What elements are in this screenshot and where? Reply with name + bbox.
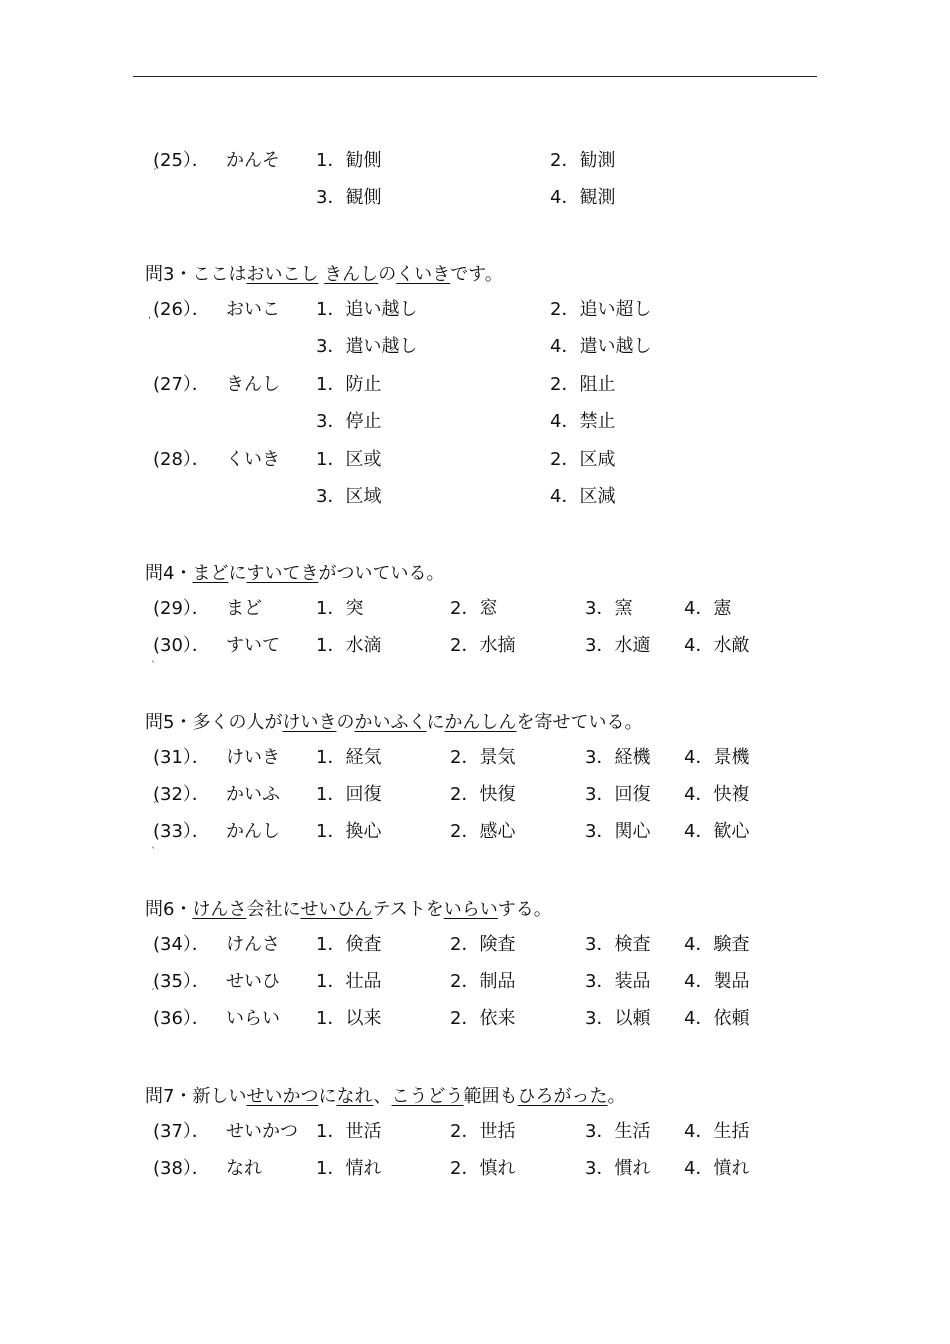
question-number: (32）．	[153, 784, 210, 805]
option-1[interactable]: 1．区或	[316, 449, 382, 470]
question-number: (28）．	[153, 449, 210, 470]
option-1[interactable]: 1．情れ	[316, 1158, 382, 1179]
question-kana: けんさ	[226, 934, 280, 955]
question-number: (29）．	[153, 598, 210, 619]
option-1[interactable]: 1．世活	[316, 1121, 382, 1142]
question-number: (25）．	[153, 150, 210, 171]
question-number: (36）．	[153, 1008, 210, 1029]
option-4[interactable]: 4．観測	[550, 187, 616, 208]
option-3[interactable]: 3．区域	[316, 486, 382, 507]
option-1[interactable]: 1．防止	[316, 374, 382, 395]
option-3[interactable]: 3．回復	[585, 784, 651, 805]
option-2[interactable]: 2．依来	[450, 1008, 516, 1029]
option-2[interactable]: 2．険査	[450, 934, 516, 955]
mark: ˎ	[151, 652, 156, 663]
question-number: (37）．	[153, 1121, 210, 1142]
option-3[interactable]: 3．経機	[585, 747, 651, 768]
option-1[interactable]: 1．水滴	[316, 635, 382, 656]
question-kana: すいて	[226, 635, 280, 656]
option-2[interactable]: 2．景気	[450, 747, 516, 768]
option-2[interactable]: 2．慎れ	[450, 1158, 516, 1179]
question-kana: かんし	[226, 821, 280, 842]
option-2[interactable]: 2．勧測	[550, 150, 616, 171]
option-2[interactable]: 2．区咸	[550, 449, 616, 470]
section-title-7: 問7・新しいせいかつになれ、こうどう範囲もひろがった。	[145, 1086, 626, 1107]
question-kana: いらい	[226, 1008, 280, 1029]
option-1[interactable]: 1．以来	[316, 1008, 382, 1029]
option-1[interactable]: 1．換心	[316, 821, 382, 842]
question-number: (34）．	[153, 934, 210, 955]
section-title-4: 問4・まどにすいてきがついている。	[145, 563, 445, 584]
option-1[interactable]: 1．回復	[316, 784, 382, 805]
question-number: (27）．	[153, 374, 210, 395]
option-4[interactable]: 4．快複	[684, 784, 750, 805]
section-title-6: 問6・けんさ会社にせいひんテストをいらいする。	[145, 899, 552, 920]
option-2[interactable]: 2．快復	[450, 784, 516, 805]
question-kana: くいき	[226, 449, 280, 470]
option-4[interactable]: 4．験査	[684, 934, 750, 955]
mark: ˊ	[150, 988, 155, 999]
option-3[interactable]: 3．装品	[585, 971, 651, 992]
option-2[interactable]: 2．水摘	[450, 635, 516, 656]
mark: ˈ	[148, 316, 151, 327]
option-4[interactable]: 4．憲	[684, 598, 732, 619]
option-3[interactable]: 3．検査	[585, 934, 651, 955]
question-kana: かんそ	[226, 150, 280, 171]
top-rule	[133, 76, 817, 77]
mark: ˊ	[152, 801, 157, 812]
option-4[interactable]: 4．憤れ	[684, 1158, 750, 1179]
question-number: (26）．	[153, 299, 210, 320]
question-kana: きんし	[226, 374, 280, 395]
question-kana: おいこ	[226, 299, 280, 320]
question-kana: なれ	[226, 1158, 262, 1179]
question-kana: せいひ	[226, 971, 280, 992]
option-4[interactable]: 4．歓心	[684, 821, 750, 842]
option-2[interactable]: 2．感心	[450, 821, 516, 842]
option-1[interactable]: 1．壮品	[316, 971, 382, 992]
option-1[interactable]: 1．勧側	[316, 150, 382, 171]
option-4[interactable]: 4．製品	[684, 971, 750, 992]
option-4[interactable]: 4．禁止	[550, 411, 616, 432]
option-1[interactable]: 1．追い越し	[316, 299, 418, 320]
option-4[interactable]: 4．区減	[550, 486, 616, 507]
option-3[interactable]: 3．慣れ	[585, 1158, 651, 1179]
mark: ˎ	[151, 838, 156, 849]
option-3[interactable]: 3．観側	[316, 187, 382, 208]
mark: ˊ	[152, 168, 157, 179]
question-number: (31）．	[153, 747, 210, 768]
option-2[interactable]: 2．世括	[450, 1121, 516, 1142]
option-4[interactable]: 4．依頼	[684, 1008, 750, 1029]
question-kana: まど	[226, 598, 262, 619]
option-1[interactable]: 1．経気	[316, 747, 382, 768]
option-2[interactable]: 2．窓	[450, 598, 498, 619]
option-4[interactable]: 4．景機	[684, 747, 750, 768]
section-title-3: 問3・ここはおいこし きんしのくいきです。	[145, 264, 503, 285]
option-1[interactable]: 1．突	[316, 598, 364, 619]
option-2[interactable]: 2．阻止	[550, 374, 616, 395]
option-3[interactable]: 3．生活	[585, 1121, 651, 1142]
option-2[interactable]: 2．制品	[450, 971, 516, 992]
option-3[interactable]: 3．停止	[316, 411, 382, 432]
question-number: (35）．	[153, 971, 210, 992]
option-3[interactable]: 3．水適	[585, 635, 651, 656]
option-3[interactable]: 3．以頼	[585, 1008, 651, 1029]
question-kana: かいふ	[226, 784, 280, 805]
question-number: (30）．	[153, 635, 210, 656]
section-title-5: 問5・多くの人がけいきのかいふくにかんしんを寄せている。	[145, 712, 643, 733]
option-3[interactable]: 3．関心	[585, 821, 651, 842]
option-2[interactable]: 2．追い超し	[550, 299, 652, 320]
question-kana: せいかつ	[226, 1121, 298, 1142]
option-3[interactable]: 3．窯	[585, 598, 633, 619]
option-3[interactable]: 3．遣い越し	[316, 336, 418, 357]
question-kana: けいき	[226, 747, 280, 768]
question-number: (33）．	[153, 821, 210, 842]
option-4[interactable]: 4．生括	[684, 1121, 750, 1142]
option-1[interactable]: 1．倹査	[316, 934, 382, 955]
question-number: (38）．	[153, 1158, 210, 1179]
option-4[interactable]: 4．遣い越し	[550, 336, 652, 357]
option-4[interactable]: 4．水敵	[684, 635, 750, 656]
